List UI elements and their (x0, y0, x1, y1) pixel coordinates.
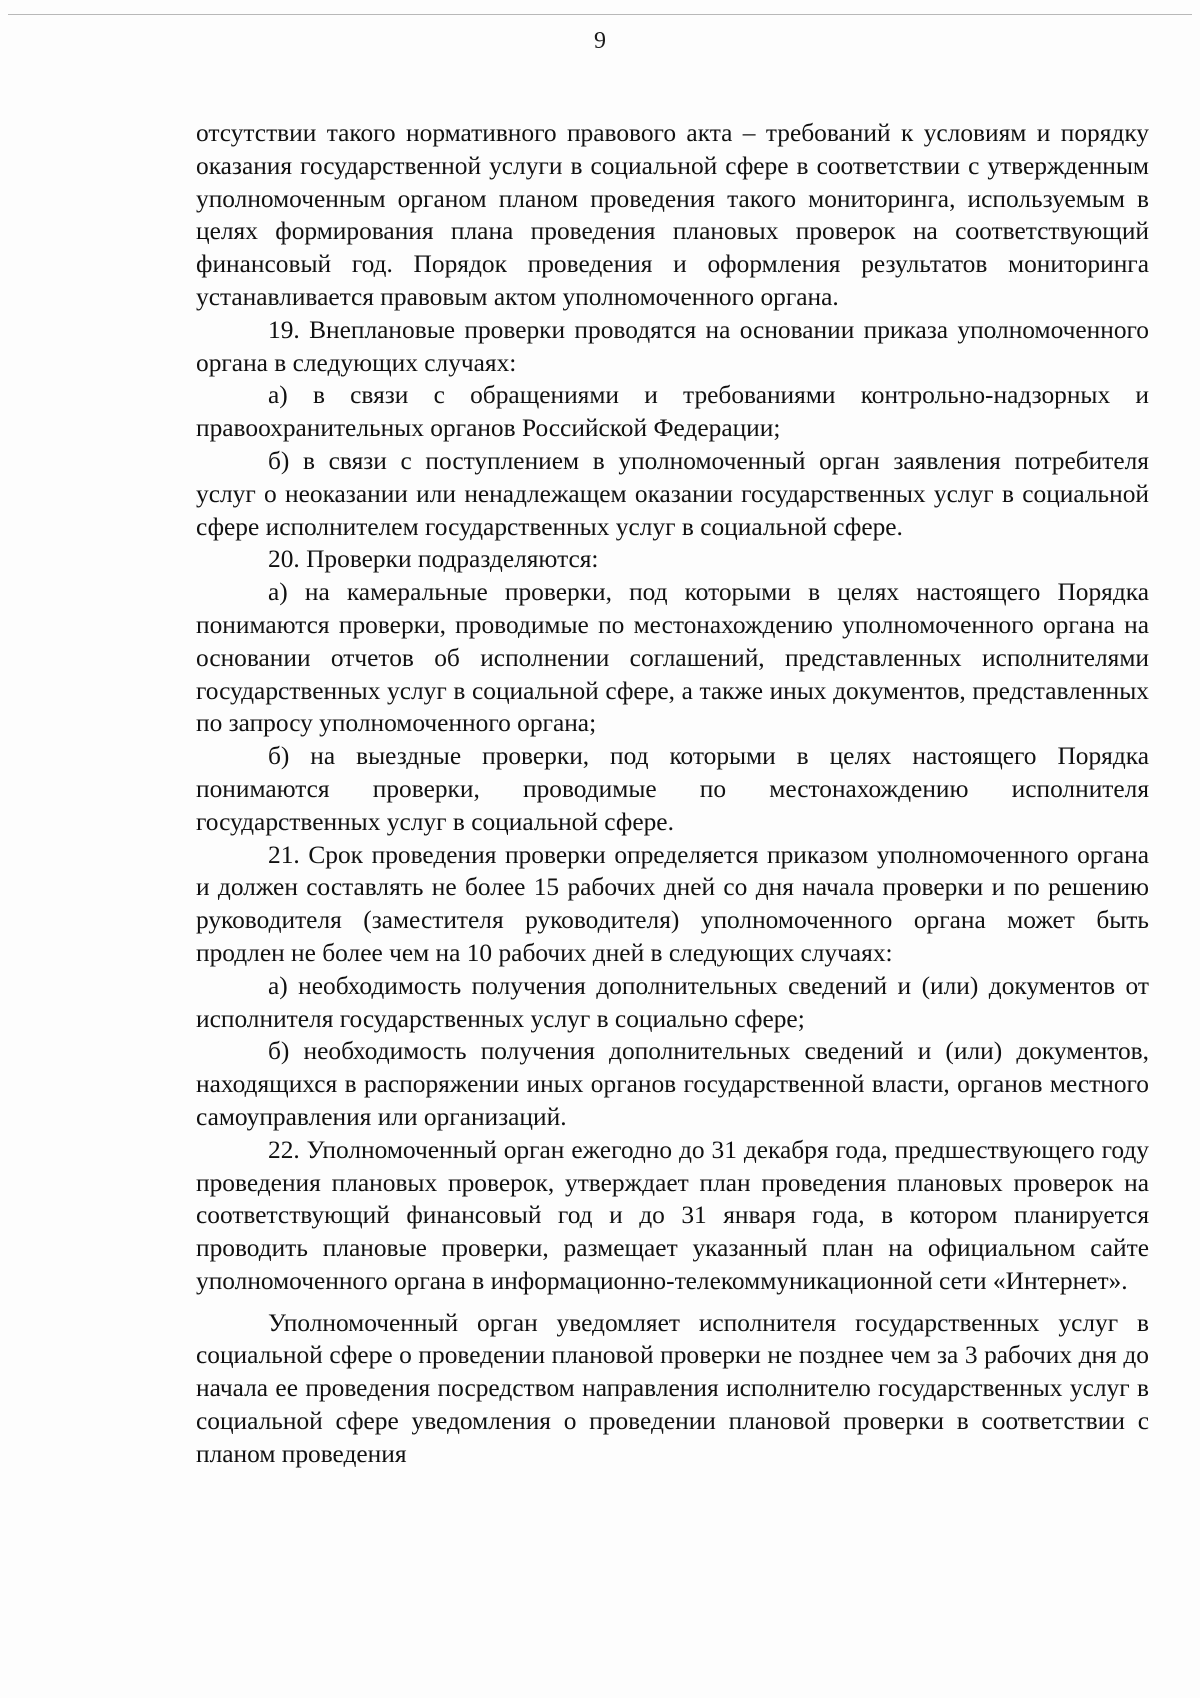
document-body (196, 117, 1149, 1471)
paragraph-continuation: отсутствии такого нормативного правового акта – требований к условиям и порядку оказания государственной услуги в социальной сфере в соответствии с утвержденным уполномоченным органом планом проведения такого мониторинга, используемым в целях формирования плана проведения плановых проверок на соответствующий финансовый год. Порядок проведения и оформления результатов мониторинга устанавливается правовым актом уполномоченного органа. (196, 119, 1149, 311)
paragraph-clause-20: 20. Проверки подразделяются: (268, 545, 599, 574)
paragraph-clause-21: 21. Срок проведения проверки определяется приказом уполномоченного органа и должен составлять не более 15 рабочих дней со дня начала проверки и по решению руководителя (заместителя руководителя) уполномоченного органа может быть продлен не более чем на 10 рабочих дней в следующих случаях: (196, 840, 1149, 967)
page-top-edge (8, 14, 1192, 15)
page-number: 9 (594, 28, 606, 54)
paragraph-clause-21-b: б) необходимость получения дополнительных сведений и (или) документов, находящихся в распоряжении иных органов государственной власти, органов местного самоуправления или организаций. (196, 1037, 1149, 1131)
paragraph-clause-22: 22. Уполномоченный орган ежегодно до 31 декабря года, предшествующего году проведения плановых проверок, утверждает план проведения плановых проверок на соответствующий финансовый год и до 31 января года, в котором планируется проводить плановые проверки, размещает указанный план на официальном сайте уполномоченного органа в информационно-телекоммуникационной сети «Интернет». (196, 1135, 1149, 1295)
paragraph-clause-20-b: б) на выездные проверки, под которыми в целях настоящего Порядка понимаются проверки, проводимые по местонахождению исполнителя государственных услуг в социальной сфере. (196, 742, 1149, 836)
paragraph-clause-19-b: б) в связи с поступлением в уполномоченный орган заявления потребителя услуг о неоказании или ненадлежащем оказании государственных услуг в социальной сфере исполнителем государственных услуг в социальной сфере. (196, 446, 1149, 541)
paragraph-notification: Уполномоченный орган уведомляет исполнителя государственных услуг в социальной сфере о проведении плановой проверки не позднее чем за 3 рабочих дня до начала ее проведения посредством направления исполнителю государственных услуг в социальной сфере уведомления о проведении плановой проверки в соответствии с планом проведения (196, 1308, 1149, 1468)
paragraph-clause-21-a: а) необходимость получения дополнительных сведений и (или) документов от исполнителя государственных услуг в социально сфере; (196, 971, 1149, 1033)
paragraph-clause-19-a: а) в связи с обращениями и требованиями контрольно-надзорных и правоохранительных органов Российской Федерации; (196, 381, 1149, 443)
paragraph-clause-20-a: а) на камеральные проверки, под которыми в целях настоящего Порядка понимаются проверки, проводимые по местонахождению уполномоченного органа на основании отчетов об исполнении соглашений, представленных исполнителями государственных услуг в социальной сфере, а также иных документов, представленных по запросу уполномоченного органа; (196, 578, 1149, 738)
paragraph-clause-19: 19. Внеплановые проверки проводятся на основании приказа уполномоченного органа в следующих случаях: (196, 315, 1149, 377)
